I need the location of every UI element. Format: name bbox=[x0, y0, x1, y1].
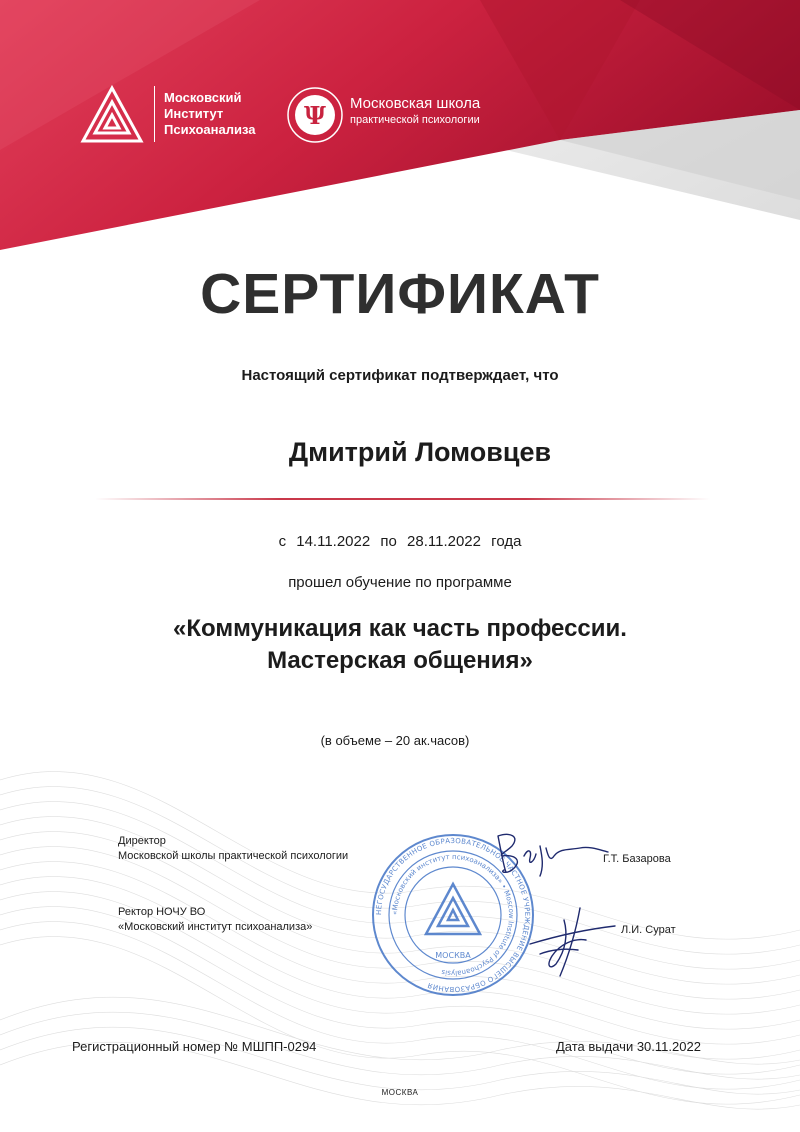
director-name: Г.Т. Базарова bbox=[603, 853, 671, 865]
city-label: МОСКВА bbox=[381, 1088, 419, 1097]
stamp-outer-text: НЕГОСУДАРСТВЕННОЕ ОБРАЗОВАТЕЛЬНОЕ ЧАСТНОЕ УЧРЕЖДЕНИЕ ВЫСШЕГО ОБРАЗОВАНИЯ bbox=[374, 836, 532, 994]
issue-date: Дата выдачи 30.11.2022 bbox=[556, 1039, 701, 1054]
stamp-inner-text: «Московский институт психоанализа» • Moscow Institute of Psychoanalysis bbox=[390, 852, 516, 978]
mip-logo-line1: Московский bbox=[164, 90, 242, 105]
mip-logo-line3: Психоанализа bbox=[164, 122, 256, 137]
director-block bbox=[118, 834, 348, 864]
mip-logo-text bbox=[164, 90, 256, 138]
rector-org: «Московский институт психоанализа» bbox=[118, 921, 313, 933]
date-from-label: с bbox=[278, 533, 287, 550]
program-intro: прошел обучение по программе bbox=[288, 574, 512, 591]
program-hours: (в объеме – 20 ак.часов) bbox=[320, 733, 470, 748]
program-name-line1: «Коммуникация как часть профессии. bbox=[173, 615, 627, 642]
date-from: 14.11.2022 bbox=[296, 533, 371, 550]
date-to: 28.11.2022 bbox=[407, 533, 481, 550]
date-suffix: года bbox=[491, 533, 522, 550]
mip-triangle-logo bbox=[80, 85, 144, 145]
program-name bbox=[0, 613, 800, 677]
msp-logo-text bbox=[350, 95, 480, 127]
rector-name: Л.И. Сурат bbox=[621, 924, 676, 936]
rector-block bbox=[118, 905, 312, 935]
recipient-name: Дмитрий Ломовцев bbox=[288, 437, 552, 467]
confirm-text: Настоящий сертификат подтверждает, что bbox=[241, 367, 559, 384]
director-role: Директор bbox=[118, 835, 166, 847]
msp-logo-name: Московская школа bbox=[350, 95, 481, 112]
mip-logo-line2: Институт bbox=[164, 106, 224, 121]
study-dates bbox=[0, 533, 800, 550]
svg-text:Ψ: Ψ bbox=[304, 101, 326, 130]
program-name-line2: Мастерская общения» bbox=[267, 647, 533, 674]
director-org: Московской школы практической психологии bbox=[118, 850, 349, 862]
certificate-title: СЕРТИФИКАТ bbox=[200, 262, 600, 326]
stamp-city: МОСКВА bbox=[435, 951, 471, 960]
msp-logo-subtitle: практической психологии bbox=[350, 114, 480, 126]
logo-divider bbox=[154, 86, 155, 142]
registration-number: Регистрационный номер № МШПП-0294 bbox=[72, 1039, 317, 1054]
date-to-label: по bbox=[380, 533, 397, 550]
msp-psi-emblem bbox=[286, 86, 344, 144]
rector-signature bbox=[520, 900, 620, 980]
director-signature bbox=[490, 826, 610, 882]
name-underline bbox=[95, 498, 710, 500]
rector-role: Ректор НОЧУ ВО bbox=[118, 906, 206, 918]
